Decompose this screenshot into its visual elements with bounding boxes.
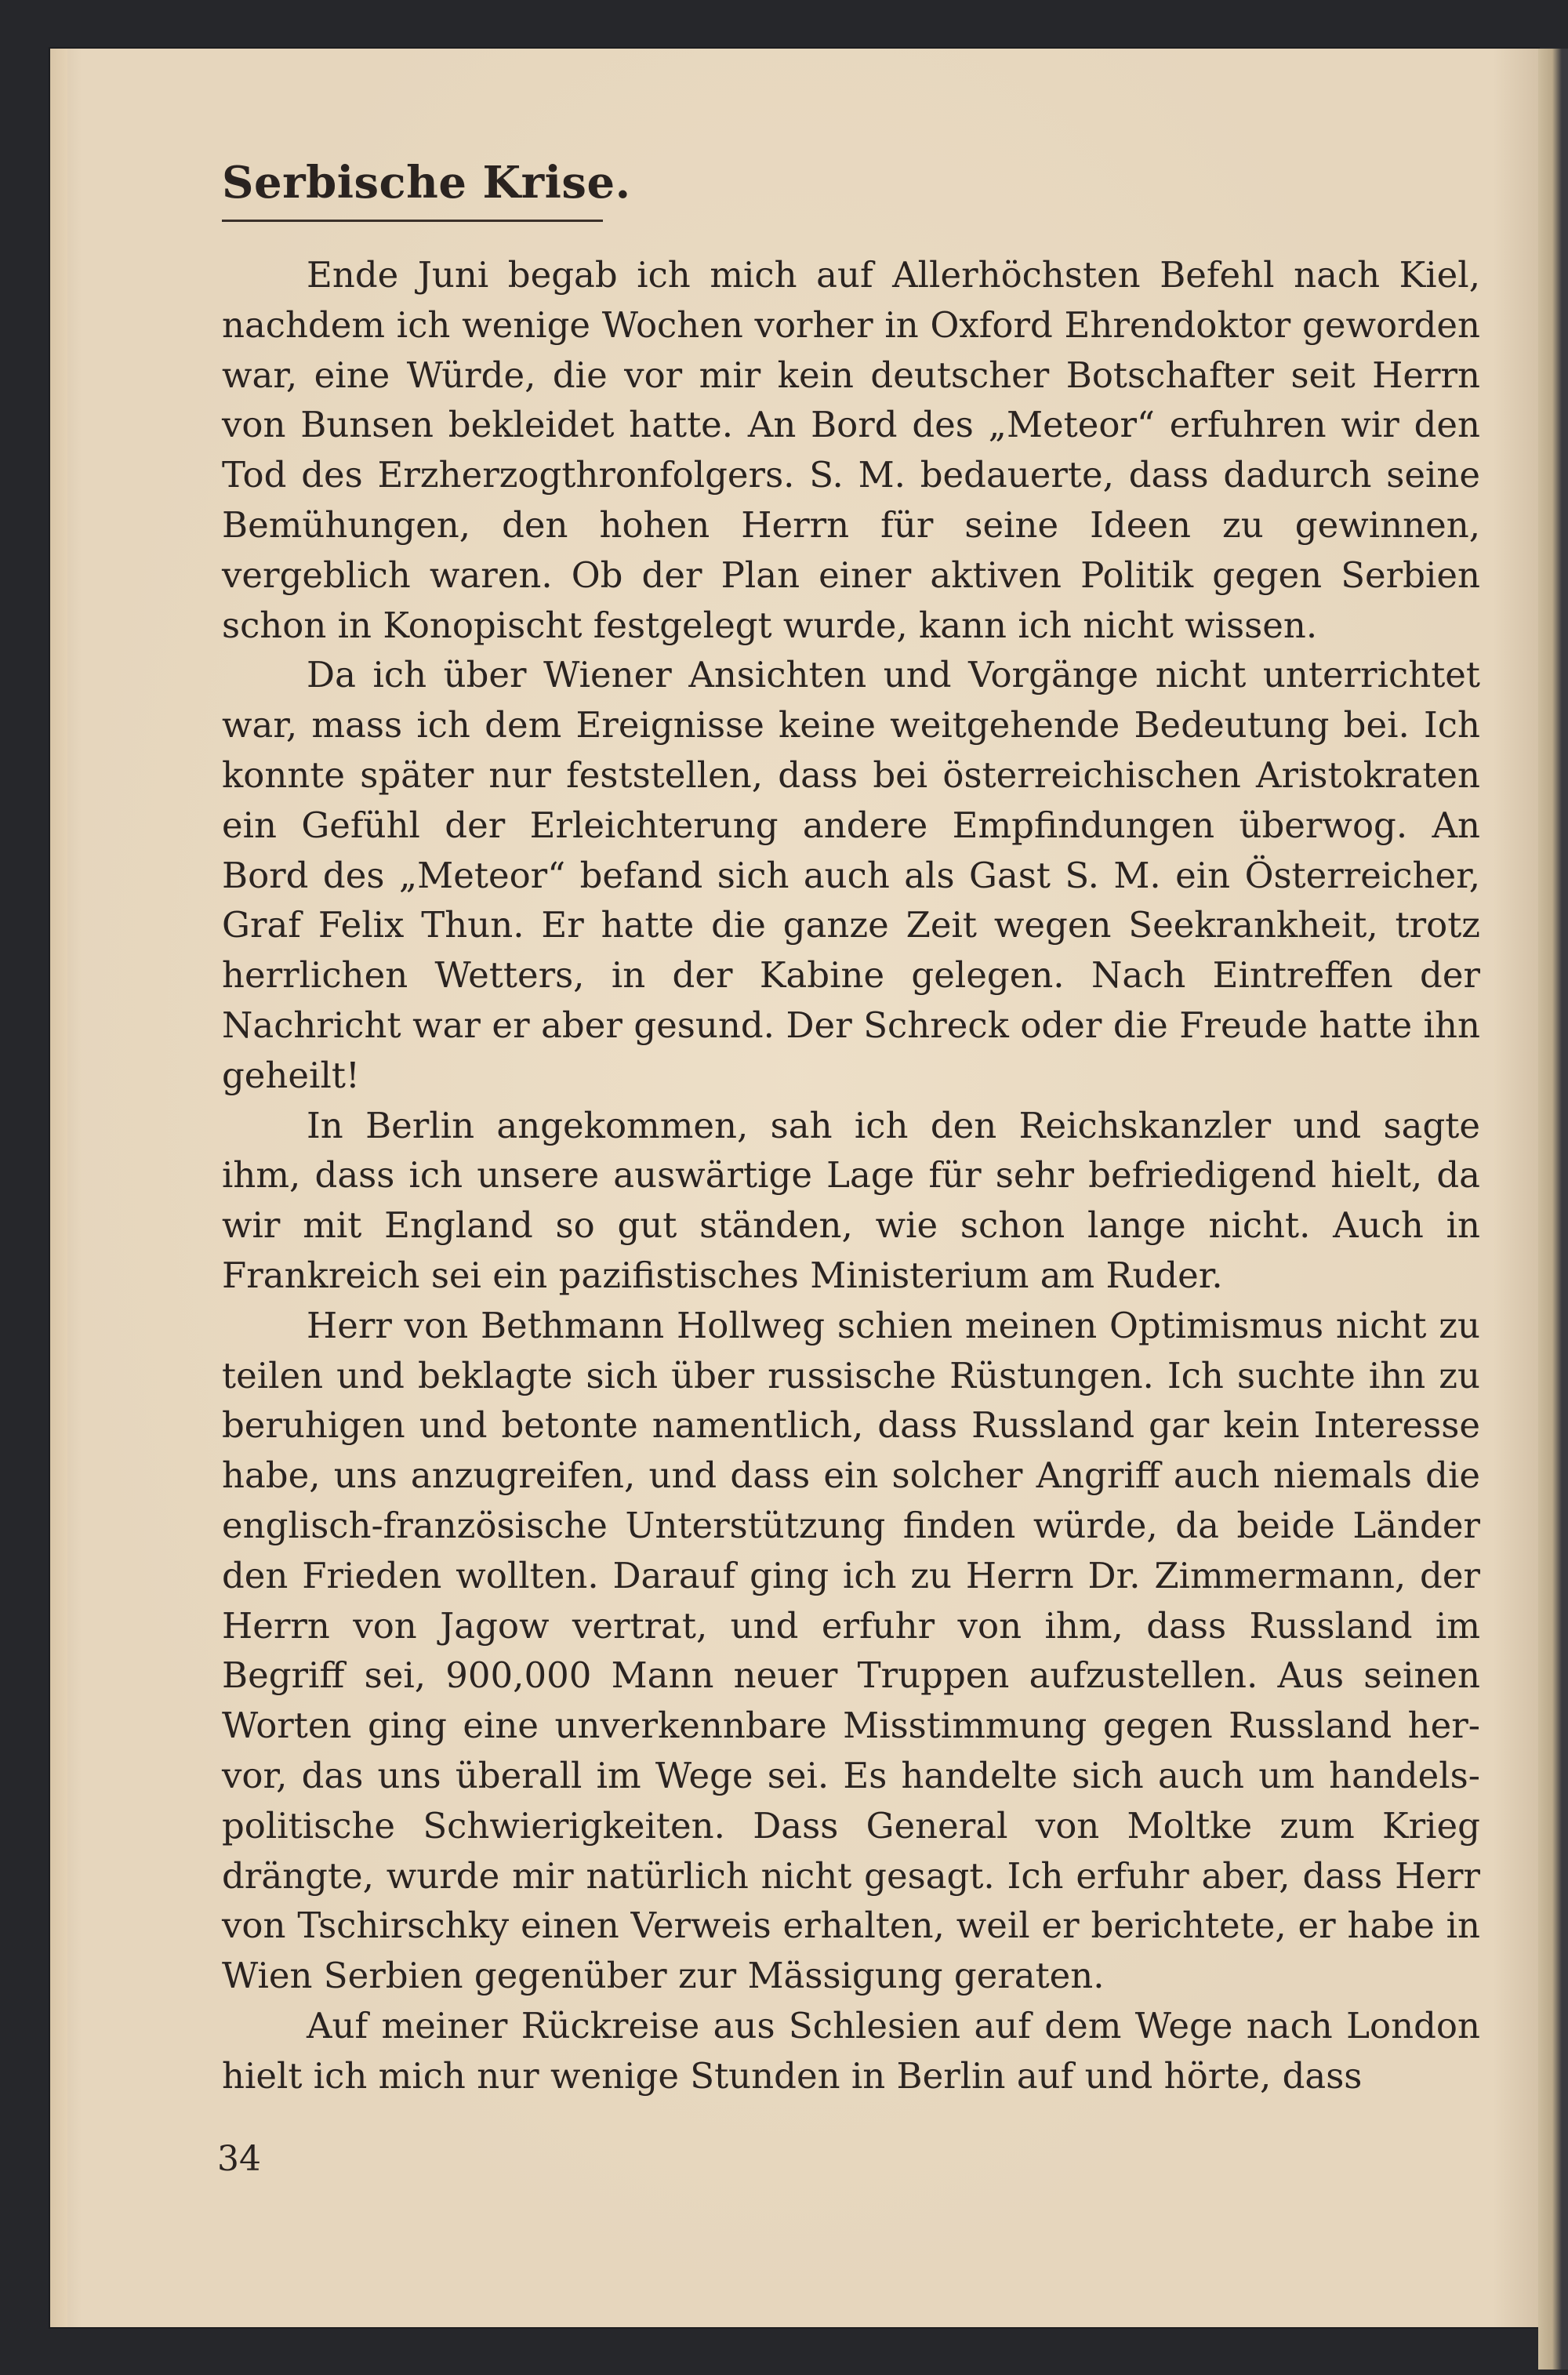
paragraph-4: Herr von Bethmann Hollweg schien meinen Optimismus nicht zu teilen und beklagte sich über russische Rüstungen. Ich suchte ihn zu beruhigen und betonte namentlich, dass Russland gar kein Interesse habe, uns anzugreifen, und dass ein solcher Angriff auch niemals die englisch-französische Unterstützung finden würde, da beide Länder den Frieden wollten. Darauf ging ich zu Herrn Dr. Zimmermann, der Herrn von Jagow vertrat, und erfuhr von ihm, dass Russland im Begriff sei, 900,000 Mann neuer Truppen aufzustellen. Aus seinen Worten ging eine unverkennbare Misstimmung gegen Russland hervor, das uns überall im Wege sei. Es handelte sich auch um handelspolitische Schwierigkeiten. Dass General von Moltke zum Krieg drängte, wurde mir natürlich nicht gesagt. Ich erfuhr aber, dass Herr von Tschirschky einen Verweis erhalten, weil er berichtete, er habe in Wien Serbien gegenüber zur Mässigung geraten.	[222, 1304, 1480, 1997]
page-text-block	[222, 157, 1480, 2101]
paragraph-1: Ende Juni begab ich mich auf Allerhöchsten Befehl nach Kiel, nachdem ich wenige Wochen vorher in Oxford Ehrendoktor geworden war, eine Würde, die vor mir kein deutscher Botschafter seit Herrn von Bunsen bekleidet hatte. An Bord des „Meteor“ erfuhren wir den Tod des Erzherzogthronfolgers. S. M. bedauerte, dass dadurch seine Bemühungen, den hohen Herrn für seine Ideen zu gewinnen, vergeblich waren. Ob der Plan einer aktiven Politik gegen Serbien schon in Konopischt festgelegt wurde, kann ich nicht wissen.	[222, 254, 1480, 646]
paragraph-2: Da ich über Wiener Ansichten und Vorgänge nicht unterrichtet war, mass ich dem Ereignisse keine weitgehende Bedeutung bei. Ich konnte später nur feststellen, dass bei österreichischen Aristokraten ein Gefühl der Erleichterung andere Empfindungen überwog. An Bord des „Meteor“ befand sich auch als Gast S. M. ein Österreicher, Graf Felix Thun. Er hatte die ganze Zeit wegen Seekrankheit, trotz herrlichen Wetters, in der Kabine gelegen. Nach Eintreffen der Nachricht war er aber gesund. Der Schreck oder die Freude hatte ihn geheilt!	[222, 654, 1480, 1096]
section-heading: Serbische Krise.	[222, 157, 631, 209]
page-gutter	[50, 49, 67, 2327]
paragraph-5: Auf meiner Rückreise aus Schlesien auf dem Wege nach London hielt ich mich nur wenige Stunden in Berlin auf und hörte, dass	[222, 2004, 1480, 2097]
page-edge	[1538, 49, 1568, 2370]
heading-underline	[222, 220, 603, 222]
paragraph-3: In Berlin angekommen, sah ich den Reichskanzler und sagte ihm, dass ich unsere auswärtige Lage für sehr befriedigend hielt, da wir mit England so gut ständen, wie schon lange nicht. Auch in Frankreich sei ein pazifistisches Ministerium am Ruder.	[222, 1104, 1480, 1296]
page-number: 34	[217, 2139, 261, 2179]
